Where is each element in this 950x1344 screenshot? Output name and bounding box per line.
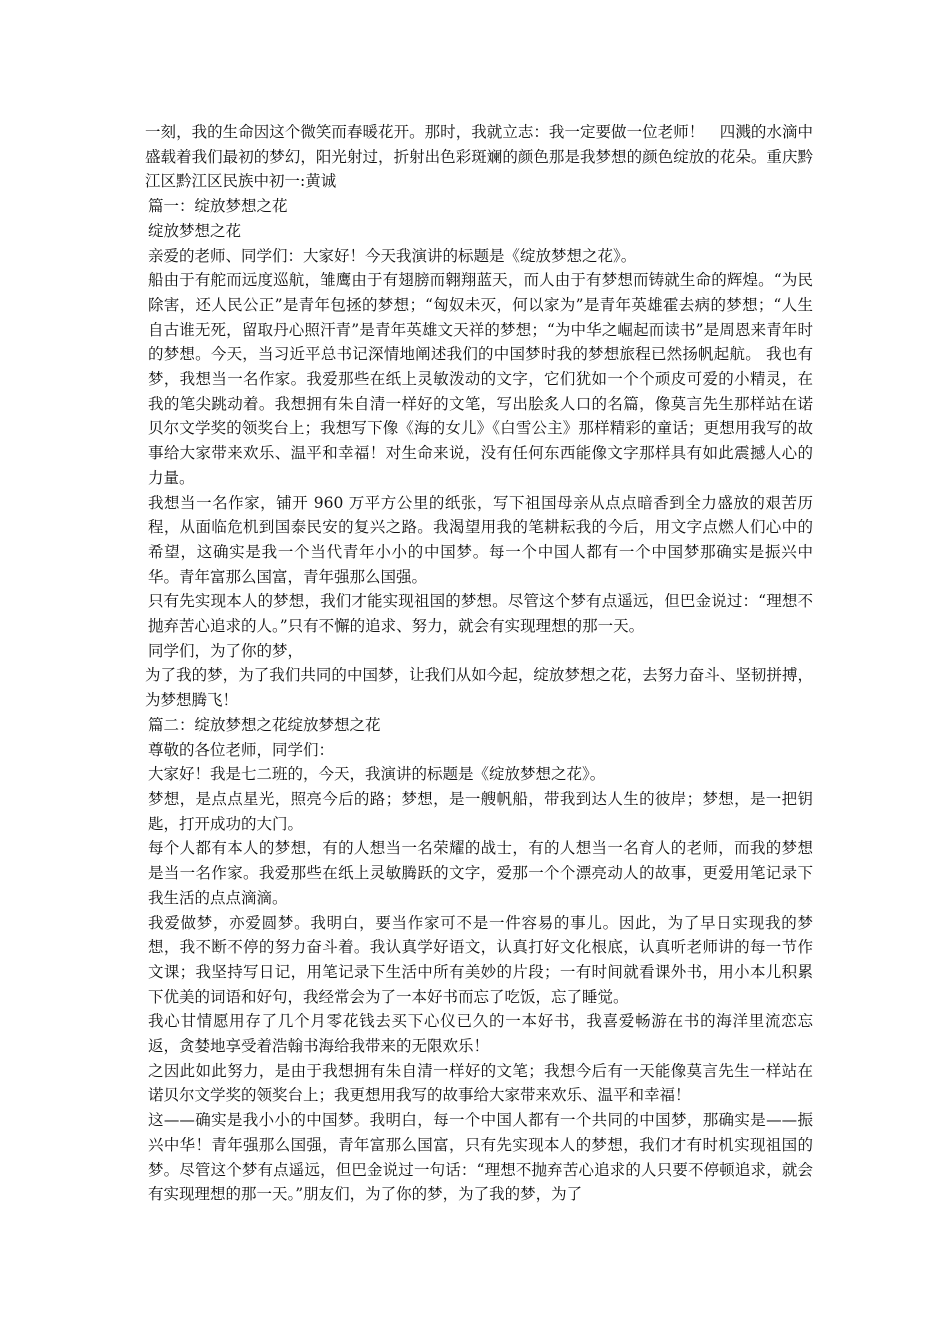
paragraph: 亲爱的老师、同学们：大家好！今天我演讲的标题是《绽放梦想之花》。: [148, 246, 637, 265]
paragraph: 篇一：绽放梦想之花: [148, 197, 288, 216]
paragraph: 一刻，我的生命因这个微笑而春暖花开。那时，我就立志：我一定要做一位老师！ 四溅的水滴中盛载着我们最初的梦幻，阳光射过，折射出色彩斑斓的颜色那是我梦想的颜色绽放的花朵。重庆黔江区黔江区民族中初一:黄诚: [145, 123, 813, 191]
paragraph: 我想当一名作家，铺开 960 万平方公里的纸张，写下祖国母亲从点点暗香到全力盛放的艰苦历程，从面临危机到国泰民安的复兴之路。我渴望用我的笔耕耘我的今后，用文字点燃人们心中的希望，这确实是我一个当代青年小小的中国梦。每一个中国人都有一个中国梦那确实是振兴中华。青年富那么国富，青年强那么国强。: [148, 493, 813, 586]
document-body: [145, 120, 813, 1207]
paragraph: 之因此如此努力，是由于我想拥有朱自清一样好的文笔；我想今后有一天能像莫言先生一样站在诺贝尔文学奖的领奖台上；我更想用我写的故事给大家带来欢乐、温平和幸福！: [148, 1061, 813, 1105]
paragraph: 梦想，是点点星光，照亮今后的路；梦想，是一艘帆船，带我到达人生的彼岸；梦想，是一把钥匙，打开成功的大门。: [148, 789, 813, 833]
paragraph: 为了我的梦，为了我们共同的中国梦，让我们从如今起，绽放梦想之花，去努力奋斗、坚韧拼搏，为梦想腾飞！: [145, 666, 813, 710]
paragraph: 我爱做梦，亦爱圆梦。我明白，要当作家可不是一件容易的事儿。因此，为了早日实现我的梦想，我不断不停的努力奋斗着。我认真学好语文，认真打好文化根底，认真听老师讲的每一节作文课；我坚持写日记，用笔记录下生活中所有美妙的片段；一有时间就看课外书，用小本儿积累下优美的词语和好句，我经常会为了一本好书而忘了吃饭，忘了睡觉。: [148, 913, 813, 1006]
paragraph: 绽放梦想之花: [148, 221, 242, 240]
paragraph: 只有先实现本人的梦想，我们才能实现祖国的梦想。尽管这个梦有点遥远，但巴金说过：“理想不抛弃苦心追求的人。”只有不懈的追求、努力，就会有实现理想的那一天。: [148, 592, 813, 636]
paragraph: 大家好！我是七二班的，今天，我演讲的标题是《绽放梦想之花》。: [148, 765, 606, 784]
paragraph: 篇二：绽放梦想之花绽放梦想之花: [148, 715, 381, 734]
paragraph: 尊敬的各位老师，同学们：: [148, 740, 335, 759]
paragraph: 船由于有舵而远度巡航，雏鹰由于有翅膀而翱翔蓝天，而人由于有梦想而铸就生命的辉煌。“为民除害，还人民公正”是青年包拯的梦想；“匈奴未灭，何以家为”是青年英雄霍去病的梦想；“人生自古谁无死，留取丹心照汗青”是青年英雄文天祥的梦想；“为中华之崛起而读书”是周恩来青年时的梦想。今天，当习近平总书记深情地阐述我们的中国梦时我的梦想旅程已然扬帆起航。 我也有梦，我想当一名作家。我爱那些在纸上灵敏泼动的文字，它们犹如一个个顽皮可爱的小精灵，在我的笔尖跳动着。我想拥有朱自清一样好的文笔，写出脍炙人口的名篇，像莫言先生那样站在诺贝尔文学奖的领奖台上；我想写下像《海的女儿》《白雪公主》那样精彩的童话；更想用我写的故事给大家带来欢乐、温平和幸福！对生命来说，没有任何东西能像文字那样具有如此震撼人心的力量。: [148, 271, 813, 487]
paragraph: 我心甘情愿用存了几个月零花钱去买下心仪已久的一本好书，我喜爱畅游在书的海洋里流恋忘返，贪婪地享受着浩翰书海给我带来的无限欢乐！: [148, 1012, 813, 1056]
paragraph: 同学们，为了你的梦，: [148, 641, 304, 660]
paragraph: 每个人都有本人的梦想，有的人想当一名荣耀的战士，有的人想当一名育人的老师，而我的梦想是当一名作家。我爱那些在纸上灵敏腾跃的文字，爱那一个个漂亮动人的故事，更爱用笔记录下我生活的点点滴滴。: [148, 839, 813, 907]
paragraph: 这——确实是我小小的中国梦。我明白，每一个中国人都有一个共同的中国梦，那确实是——振兴中华！青年强那么国强，青年富那么国富，只有先实现本人的梦想，我们才有时机实现祖国的梦。尽管这个梦有点遥远，但巴金说过一句话：“理想不抛弃苦心追求的人只要不停顿追求，就会有实现理想的那一天。”朋友们，为了你的梦，为了我的梦，为了: [148, 1111, 813, 1204]
